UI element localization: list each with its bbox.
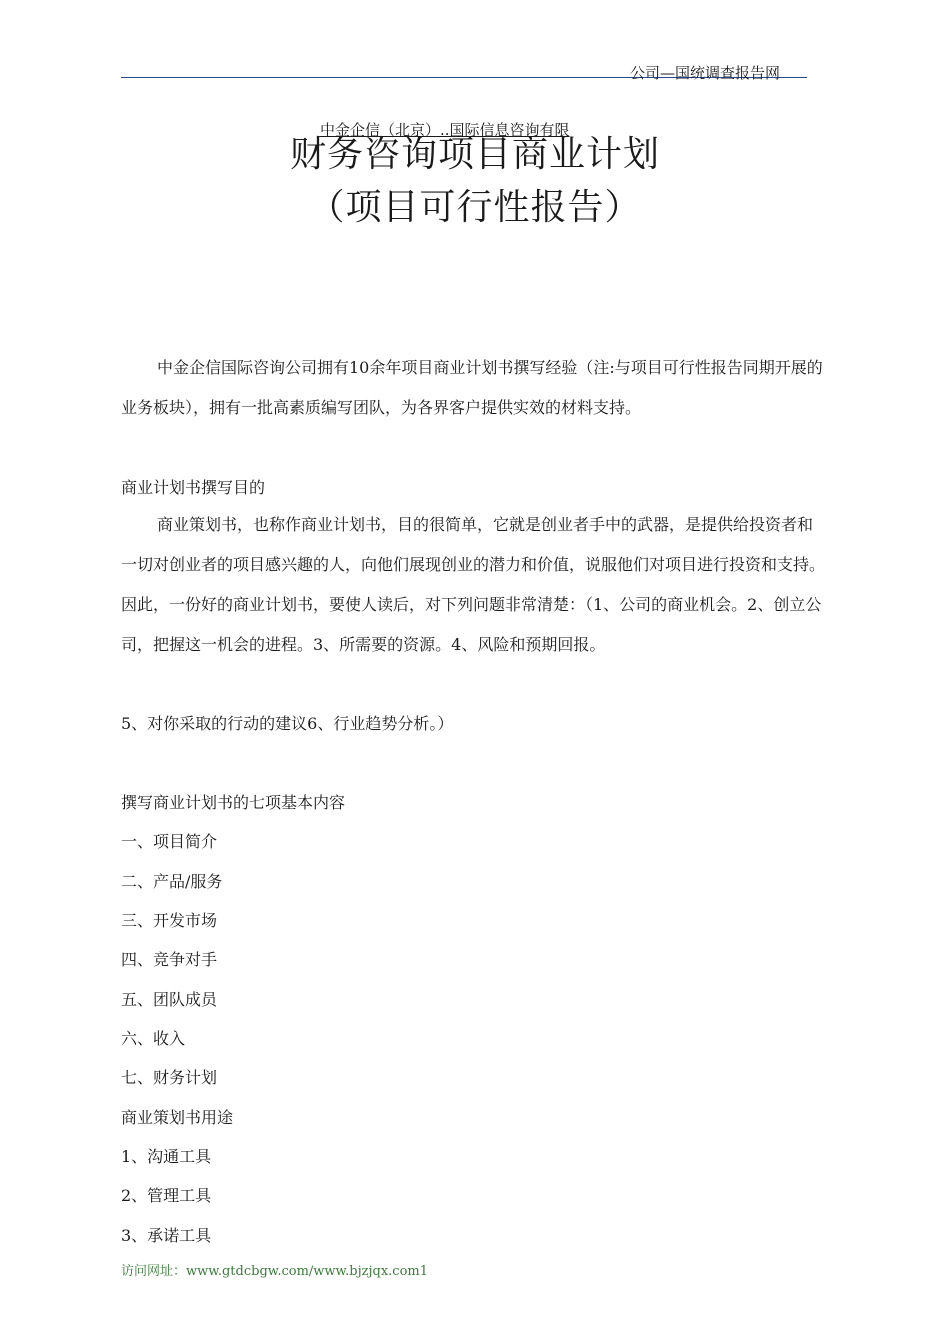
- intro-paragraph: 中金企信国际咨询公司拥有10余年项目商业计划书撰写经验（注:与项目可行性报告同期开展的业务板块），拥有一批高素质编写团队，为各界客户提供实效的材料支持。: [121, 358, 823, 417]
- contents-heading: 撰写商业计划书的七项基本内容: [121, 793, 346, 812]
- purpose-heading: 商业计划书撰写目的: [121, 478, 266, 497]
- contents-item: 四、竞争对手: [121, 950, 218, 969]
- document-title: 财务咨询项目商业计划: [289, 134, 660, 175]
- uses-heading: 商业策划书用途: [121, 1108, 234, 1127]
- purpose-paragraph: 商业策划书，也称作商业计划书，目的很简单，它就是创业者手中的武器，是提供给投资者和一切对创业者的项目感兴趣的人，向他们展现创业的潜力和价值，说服他们对项目进行投资和支持。因此，一份好的商业计划书，要使人读后，对下列问题非常清楚：（1、公司的商业机会。2、创立公司，把握这一机会的进程。3、所需要的资源。4、风险和预期回报。: [121, 515, 826, 654]
- purpose-tail: 5、对你采取的行动的建议6、行业趋势分析。）: [121, 714, 454, 733]
- header-site-name: 公司—国统调查报告网: [630, 64, 781, 82]
- contents-item: 一、项目简介: [121, 832, 218, 851]
- company-name: 中金企信（北京）..国际信息咨询有限: [320, 121, 570, 139]
- footer-url[interactable]: 访问网址：www.gtdcbgw.com/www.bjzjqx.com1: [121, 1264, 428, 1279]
- contents-item: 七、财务计划: [121, 1068, 218, 1087]
- uses-item: 3、承诺工具: [121, 1226, 212, 1245]
- contents-item: 六、收入: [121, 1029, 186, 1048]
- document-subtitle: （项目可行性报告）: [308, 187, 642, 228]
- uses-item: 2、管理工具: [121, 1186, 212, 1205]
- contents-item: 三、开发市场: [121, 911, 218, 930]
- contents-item: 二、产品/服务: [121, 872, 223, 891]
- uses-item: 1、沟通工具: [121, 1147, 212, 1166]
- contents-item: 五、团队成员: [121, 990, 218, 1009]
